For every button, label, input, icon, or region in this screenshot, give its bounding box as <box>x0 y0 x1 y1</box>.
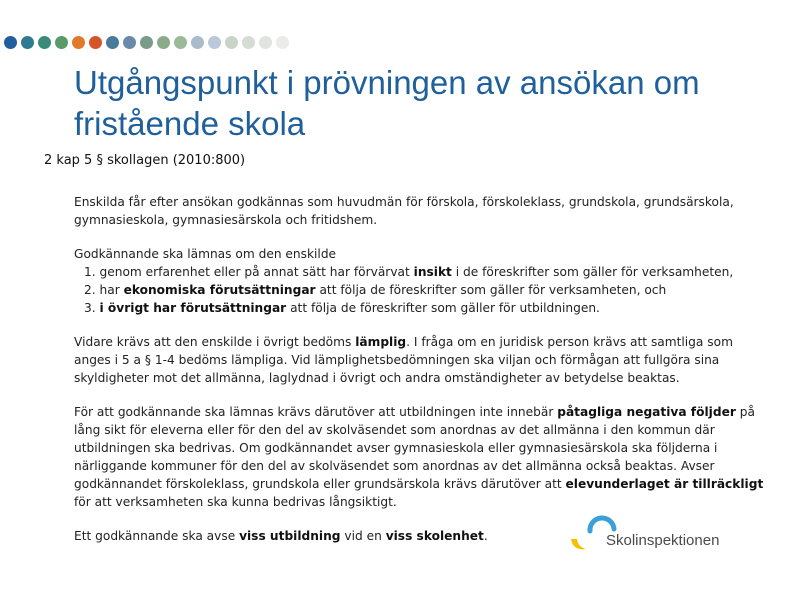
paragraph-eligibility: Enskilda får efter ansökan godkännas som huvudmän för förskola, förskoleklass, grundskola, grundsärskola, gymnasieskola, gymnasiesärskola och fritidshem. <box>74 195 734 227</box>
decorative-dot-row <box>4 36 424 50</box>
logo-arc-icon <box>590 518 614 531</box>
decorative-dot <box>191 36 204 49</box>
decorative-dot <box>55 36 68 49</box>
decorative-dot <box>38 36 51 49</box>
decorative-dot <box>106 36 119 49</box>
decorative-dot <box>4 36 17 49</box>
decorative-dot <box>242 36 255 49</box>
paragraph-requirements-intro: Godkännande ska lämnas om den enskilde <box>74 247 337 261</box>
decorative-dot <box>208 36 221 49</box>
paragraph-consequences: För att godkännande ska lämnas krävs därutöver att utbildningen inte innebär påtagliga negativa följder på lång sikt för eleverna eller för den del av skolväsendet som anordnas av det allmänna i den kommun där utbildningen ska bedrivas. Om godkännandet avser gymnasieskola eller gymnasiesärskola ska följderna i närliggande kommuner för den del av skolväsendet som anordnas av det allmänna också beaktas. Avser godkännandet förskoleklass, grundskola eller grundsärskola krävs därutöver att elevunderlaget är tillräckligt för att verksamheten ska kunna bedrivas långsiktigt. <box>74 405 764 509</box>
decorative-dot <box>276 36 289 49</box>
decorative-dot <box>157 36 170 49</box>
decorative-dot <box>174 36 187 49</box>
logo-text: Skolinspektionen <box>606 532 720 549</box>
decorative-dot <box>259 36 272 49</box>
requirements-list <box>74 263 764 317</box>
slide-body <box>74 193 764 545</box>
list-item: 3. i övrigt har förutsättningar att följa de föreskrifter som gäller för utbildningen. <box>84 301 600 315</box>
skolinspektionen-logo <box>568 515 738 555</box>
decorative-dot <box>72 36 85 49</box>
list-item: 1. genom erfarenhet eller på annat sätt har förvärvat insikt i de föreskrifter som gäller för verksamheten, <box>84 265 734 279</box>
decorative-dot <box>21 36 34 49</box>
list-item: 2. har ekonomiska förutsättningar att följa de föreskrifter som gäller för verksamheten, och <box>84 283 667 297</box>
slide-title: Utgångspunkt i prövningen av ansökan om fristående skola <box>74 64 700 142</box>
decorative-dot <box>225 36 238 49</box>
decorative-dot <box>89 36 102 49</box>
logo-swoosh-icon <box>571 539 586 549</box>
decorative-dot <box>140 36 153 49</box>
law-reference: 2 kap 5 § skollagen (2010:800) <box>44 153 246 168</box>
paragraph-suitability: Vidare krävs att den enskilde i övrigt bedöms lämplig. I fråga om en juridisk person krävs att samtliga som anges i 5 a § 1-4 bedöms lämpliga. Vid lämplighetsbedömningen ska viljan och förmågan att fullgöra sina skyldigheter mot det allmänna, laglydnad i övrigt och andra omständigheter av betydelse beaktas. <box>74 335 733 385</box>
paragraph-scope: Ett godkännande ska avse viss utbildning vid en viss skolenhet. <box>74 529 488 543</box>
decorative-dot <box>123 36 136 49</box>
